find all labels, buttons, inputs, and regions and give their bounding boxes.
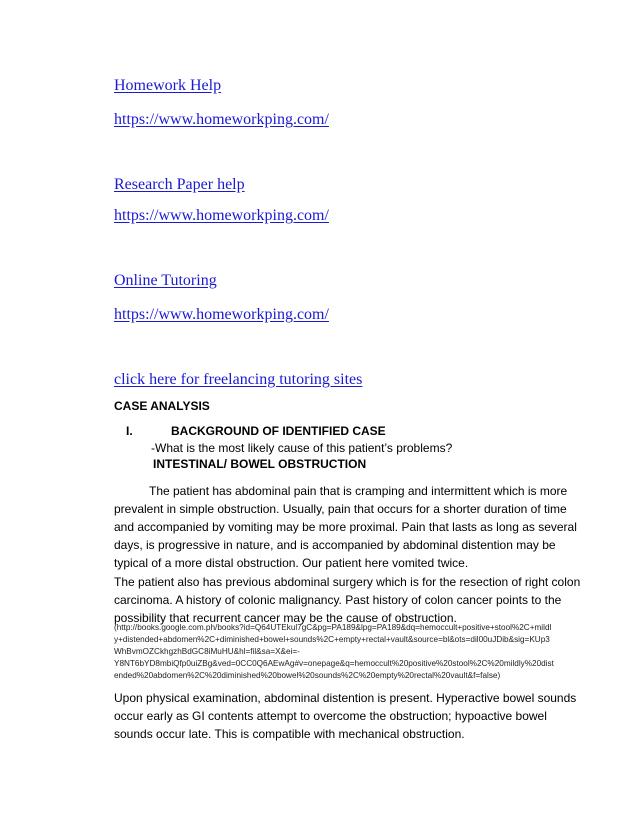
citation-line: WhBvmOZCkhgzhBdGC8iMuHU&hl=fil&sa=X&ei=- xyxy=(114,647,300,656)
online-tutoring-link[interactable]: Online Tutoring xyxy=(114,272,217,289)
paragraph-line: The patient has abdominal pain that is cramping and intermittent which is more xyxy=(149,484,568,498)
paragraph-pain-description xyxy=(114,482,577,572)
paragraph-line: Upon physical examination, abdominal distention is present. Hyperactive bowel sounds xyxy=(114,691,577,705)
case-analysis-heading: CASE ANALYSIS xyxy=(114,399,210,413)
section-heading: BACKGROUND OF IDENTIFIED CASE xyxy=(171,424,386,438)
paragraph-line: occur early as GI contents attempt to overcome the obstruction; hypoactive bowel xyxy=(114,709,547,723)
paragraph-physical-exam xyxy=(114,689,577,743)
paragraph-line: possibility that recurrent cancer may be the cause of obstruction. xyxy=(114,611,457,625)
paragraph-line: sounds occur late. This is compatible with mechanical obstruction. xyxy=(114,727,465,741)
research-paper-help-link[interactable]: Research Paper help xyxy=(114,176,245,193)
case-answer: INTESTINAL/ BOWEL OBSTRUCTION xyxy=(153,457,367,471)
paragraph-line: and accompanied by vomiting may be more proximal. Pain that lasts as long as several xyxy=(114,520,577,534)
citation-line: y+distended+abdomen%2C+diminished+bowel+sounds%2C+empty+rectal+vault&source=bl&ots=dil00uJDib&sig=KUp3 xyxy=(114,635,550,644)
paragraph-line: prevalent in simple obstruction. Usually, pain that occurs for a shorter duration of time xyxy=(114,502,567,516)
paragraph-line: carcinoma. A history of colonic malignancy. Past history of colon cancer points to the xyxy=(114,593,562,607)
case-question: -What is the most likely cause of this patient’s problems? xyxy=(151,441,453,455)
online-tutoring-url-link[interactable]: https://www.homeworkping.com/ xyxy=(114,306,329,323)
paragraph-line: days, is progressive in nature, and is accompanied by abdominal distention may be xyxy=(114,538,556,552)
homework-help-link[interactable]: Homework Help xyxy=(114,77,222,94)
citation-line: Y8NT6bYD8mbiQfp0uiZBg&ved=0CC0Q6AEwAg#v=onepage&q=hemoccult%20positive%20stool%2C%20mildly%20dist xyxy=(114,659,554,668)
citation-line: (http://books.google.com.ph/books?id=Q64UTEkul7gC&pg=PA189&lpg=PA189&dq=hemoccult+positive+stool%2C+mildl xyxy=(114,623,552,632)
citation-line: ended%20abdomen%2C%20diminished%20bowel%20sounds%2C%20empty%20rectal%20vault&f=false) xyxy=(114,671,501,680)
freelancing-tutoring-sites-link[interactable]: click here for freelancing tutoring sites xyxy=(114,371,363,388)
research-paper-help-url-link[interactable]: https://www.homeworkping.com/ xyxy=(114,207,329,224)
paragraph-line: The patient also has previous abdominal surgery which is for the resection of right colon xyxy=(114,575,581,589)
citation-url xyxy=(114,622,554,682)
section-number: I. xyxy=(126,424,133,438)
paragraph-surgery-history xyxy=(114,573,581,627)
homework-help-url-link[interactable]: https://www.homeworkping.com/ xyxy=(114,111,329,128)
paragraph-line: typical of a more distal obstruction. Our patient here vomited twice. xyxy=(114,556,469,570)
